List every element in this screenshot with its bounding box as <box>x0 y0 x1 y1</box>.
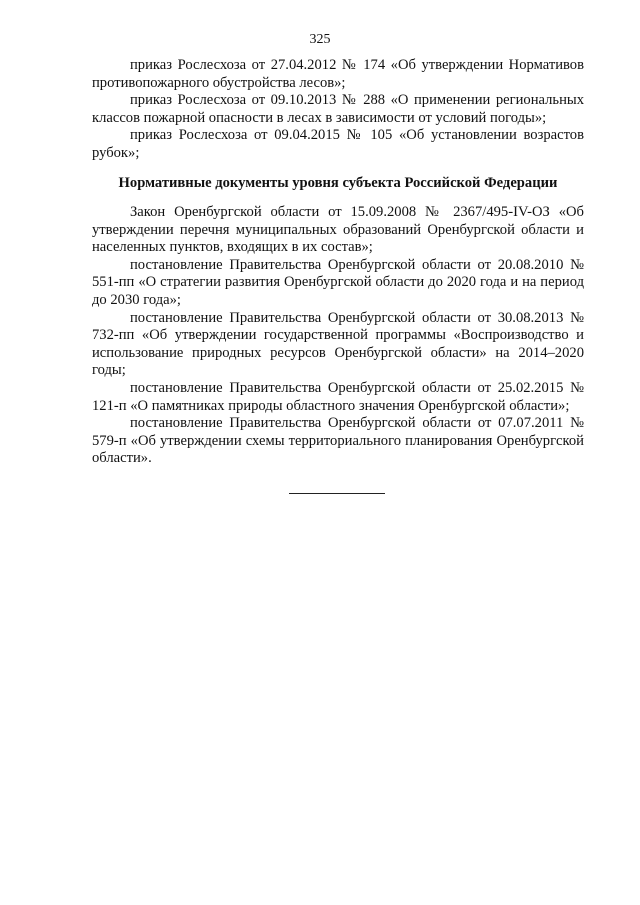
list-item: приказ Рослесхоза от 09.04.2015 № 105 «Об установлении возрастов рубок»; <box>92 127 584 161</box>
end-divider <box>289 493 385 494</box>
list-item: постановление Правительства Оренбургской области от 30.08.2013 № 732-пп «Об утверждении государственной программы «Воспроизводство и использование природных ресурсов Оренбургской области» на 2014–2020 годы; <box>92 309 584 379</box>
list-item: приказ Рослесхоза от 09.10.2013 № 288 «О применении региональных классов пожарной опасности в лесах в зависимости от условий погоды»; <box>92 92 584 126</box>
list-item: постановление Правительства Оренбургской области от 20.08.2010 № 551-пп «О стратегии развития Оренбургской области до 2020 года и на период до 2030 года»; <box>92 256 584 308</box>
section-heading: Нормативные документы уровня субъекта Российской Федерации <box>118 175 558 191</box>
list-item: постановление Правительства Оренбургской области от 07.07.2011 № 579-п «Об утверждении схемы территориального планирования Оренбургской области». <box>92 415 584 467</box>
federal-documents-list <box>92 57 584 163</box>
page-number: 325 <box>309 32 331 47</box>
list-item: Закон Оренбургской области от 15.09.2008 № 2367/495-IV-ОЗ «Об утверждении перечня муниципальных образований Оренбургской области и населенных пунктов, входящих в их состав»; <box>92 204 584 256</box>
list-item: постановление Правительства Оренбургской области от 25.02.2015 № 121-п «О памятниках природы областного значения Оренбургской области»; <box>92 379 584 414</box>
list-item: приказ Рослесхоза от 27.04.2012 № 174 «Об утверждении Нормативов противопожарного обустройства лесов»; <box>92 57 584 91</box>
regional-documents-list <box>92 204 584 468</box>
